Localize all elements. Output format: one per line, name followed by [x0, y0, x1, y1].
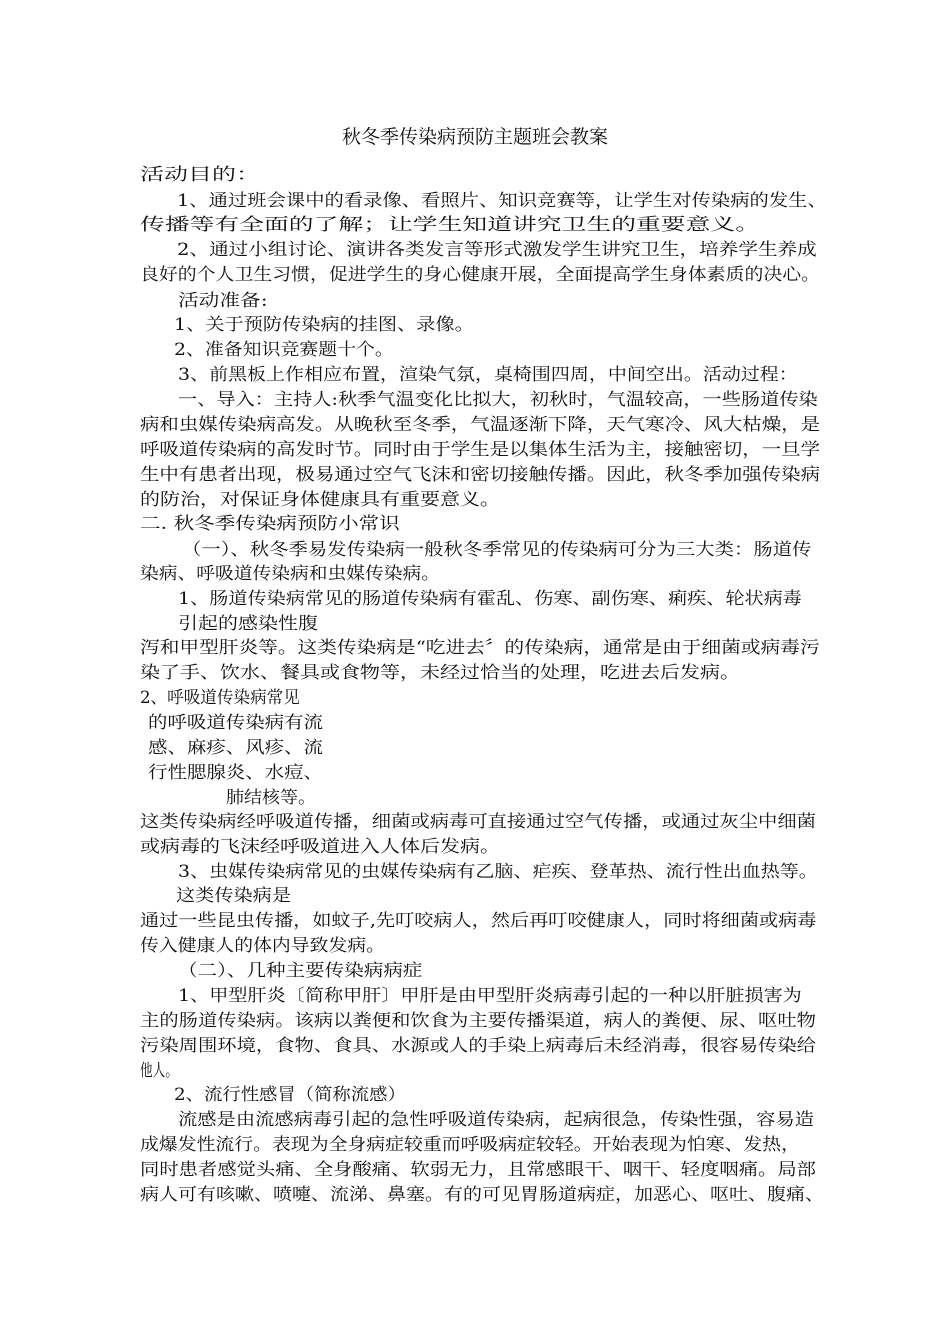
text-line: 成爆发性流行。表现为全身病症较重而呼吸病症较轻。开始表现为怕寒、发热，	[140, 1135, 801, 1155]
text-line: 污染周围环境，食物、食具、水源或人的手染上病毒后未经消毒，很容易传染给	[140, 1036, 817, 1056]
text-line: 1、关于预防传染病的挂图、录像。	[174, 315, 474, 335]
text-line: （二）、几种主要传染病病症	[178, 961, 423, 981]
text-line: 病人可有咳嗽、喷嚏、流涕、鼻塞。有的可见胃肠道病症，加恶心、呕吐、腹痛、	[140, 1185, 824, 1205]
text-line: 2、呼吸道传染病常见	[140, 688, 300, 708]
text-line: 传入健康人的体内导致发病。	[140, 936, 385, 956]
text-line: 流感是由流感病毒引起的急性呼吸道传染病，起病很急，传染性强，容易造	[178, 1110, 814, 1130]
text-line: 同时患者感觉头痛、全身酸痛、软弱无力，且常感眼干、咽干、轻度咽痛。局部	[140, 1160, 817, 1180]
text-line: 引起的感染性腹	[178, 614, 318, 634]
text-line: 病和虫媒传染病高发。从晚秋至冬季，气温逐渐下降，天气寒冷、风大枯燥，是	[140, 415, 820, 435]
text-line: 3、前黑板上作相应布置，渲染气氛，桌椅围四周，中间空出。活动过程：	[178, 365, 798, 385]
text-line: 良好的个人卫生习惯，促进学生的身心健康开展，全面提高学生身体素质的决心。	[140, 265, 821, 285]
text-line: 染病、呼吸道传染病和虫媒传染病。	[140, 564, 440, 584]
text-line: 通过一些昆虫传播，如蚊子,先叮咬病人，然后再叮咬健康人，同时将细菌或病毒	[140, 911, 817, 931]
text-line: 呼吸道传染病的高发时节。同时由于学生是以集体生活为主，接触密切，一旦学	[140, 440, 820, 460]
text-line: 的防治，对保证身体健康具有重要意义。	[140, 490, 500, 510]
text-line: 二. 秋冬季传染病预防小常识	[140, 514, 400, 534]
text-line: 3、虫媒传染病常见的虫媒传染病有乙脑、疟疾、登革热、流行性出血热等。	[178, 862, 818, 882]
text-line: 传播等有全面的了解；让学生知道讲究卫生的重要意义。	[140, 215, 760, 235]
text-line: 1、甲型肝炎〔简称甲肝〕甲肝是由甲型肝炎病毒引起的一种以肝脏损害为	[178, 986, 802, 1006]
text-line: 感、麻疹、风疹、流	[148, 738, 323, 758]
text-line: 1、肠道传染病常见的肠道传染病有霍乱、伤寒、副伤寒、痢疾、轮状病毒	[178, 589, 802, 609]
text-line: 的呼吸道传染病有流	[148, 713, 323, 733]
text-line: 行性腮腺炎、水痘、	[148, 763, 323, 783]
text-line: 染了手、饮水、餐具或食物等，未经过恰当的处理，吃进去后发病。	[140, 663, 740, 683]
text-line: 2、准备知识竞赛题十个。	[174, 340, 394, 360]
text-line: 或病毒的飞沫经呼吸道进入人体后发病。	[140, 837, 500, 857]
text-line: 一、导入：主持人:秋季气温变化比拟大，初秋时，气温较高，一些肠道传染	[178, 390, 818, 410]
text-line: 这类传染病经呼吸道传播，细菌或病毒可直接通过空气传播，或通过灰尘中细菌	[140, 812, 817, 832]
document-title: 秋冬季传染病预防主题班会教案	[341, 126, 608, 148]
text-line: 泻和甲型肝炎等。这类传染病是“吃进去〞的传染病，通常是由于细菌或病毒污	[140, 638, 820, 658]
text-line: 2、通过小组讨论、演讲各类发言等形式激发学生讲究卫生，培养学生养成	[177, 240, 817, 260]
text-line: 1、通过班会课中的看录像、看照片、知识竞赛等，让学生对传染病的发生、	[177, 191, 827, 211]
text-line: 这类传染病是	[176, 886, 291, 906]
text-line: 活动目的：	[140, 165, 260, 185]
text-line: 肺结核等。	[226, 788, 316, 808]
text-line: 2、流行性感冒（简称流感）	[174, 1085, 406, 1105]
text-line: 他人。	[140, 1061, 178, 1081]
text-line: （一）、秋冬季易发传染病一般秋冬季常见的传染病可分为三大类：肠道传	[182, 540, 812, 560]
text-line: 活动准备:	[178, 291, 268, 311]
text-line: 生中有患者出现，极易通过空气飞沫和密切接触传播。因此，秋冬季加强传染病	[140, 465, 820, 485]
text-line: 主的肠道传染病。该病以粪便和饮食为主要传播渠道，病人的粪便、尿、呕吐物	[140, 1011, 817, 1031]
